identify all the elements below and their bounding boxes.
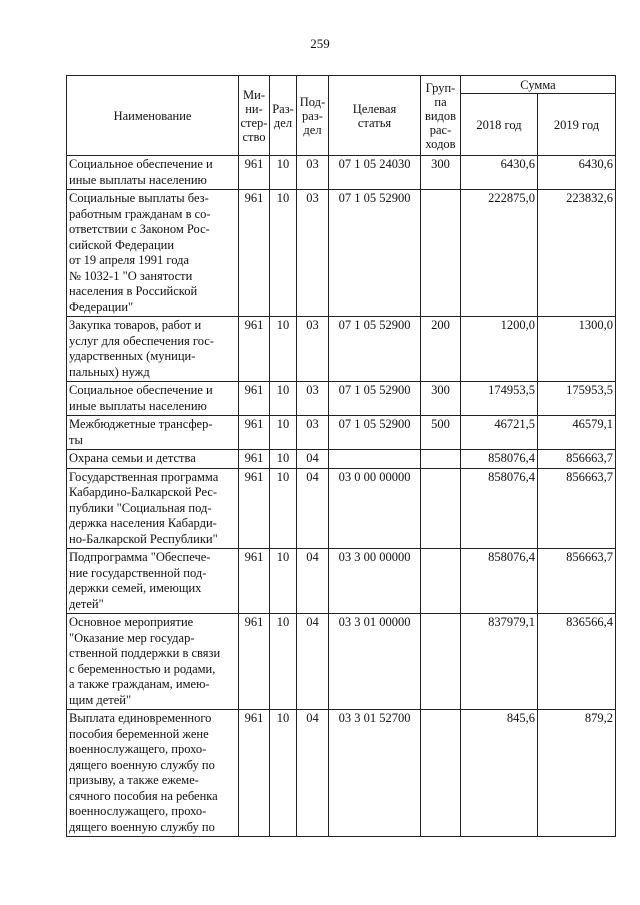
row-name: [67, 614, 239, 710]
row-sum-2018: 174953,5: [461, 382, 538, 416]
header-line: Под-: [299, 94, 326, 109]
budget-table: [66, 75, 616, 837]
header-line: видов: [424, 108, 457, 123]
row-name: [67, 416, 239, 450]
header-year-2018: 2018 год: [461, 94, 538, 156]
header-line: статья: [357, 115, 392, 130]
row-sum-2018: 858076,4: [461, 549, 538, 614]
row-name-line: ответствии с Законом Рос-: [69, 222, 210, 236]
row-sum-2018: 46721,5: [461, 416, 538, 450]
row-ministry: 961: [239, 190, 270, 317]
row-target-article: 07 1 05 52900: [329, 317, 421, 382]
row-expense-group: [421, 710, 461, 837]
row-name-line: № 1032-1 "О занятости: [69, 268, 193, 283]
row-subsection: 04: [297, 614, 329, 710]
row-name-line: ственной поддержки в связи: [69, 646, 221, 660]
row-target-article: 03 0 00 00000: [329, 468, 421, 549]
row-subsection: 03: [297, 317, 329, 382]
row-sum-2019: 6430,6: [538, 156, 616, 190]
row-expense-group: [421, 549, 461, 614]
row-name: [67, 450, 239, 469]
row-expense-group: [421, 614, 461, 710]
row-sum-2019: 856663,7: [538, 450, 616, 469]
row-name-line: "Оказание мер государ-: [69, 630, 195, 645]
row-name-line: Социальные выплаты без-: [69, 191, 209, 205]
row-name-line: работным гражданам в со-: [69, 206, 211, 221]
row-sum-2018: 6430,6: [461, 156, 538, 190]
row-sum-2019: 46579,1: [538, 416, 616, 450]
row-name-line: щим детей": [69, 692, 132, 707]
row-sum-2019: 175953,5: [538, 382, 616, 416]
row-section: 10: [270, 614, 297, 710]
row-name-line: населения в Российской: [69, 284, 198, 298]
table-row: [67, 614, 616, 710]
row-name-line: Социальное обеспечение и: [69, 383, 213, 397]
row-subsection: 03: [297, 190, 329, 317]
row-name-line: ние государственной под-: [69, 565, 207, 580]
table-row: [67, 190, 616, 317]
header-subsection: [297, 76, 329, 156]
row-expense-group: 300: [421, 382, 461, 416]
row-name-line: но-Балкарской Республики": [69, 531, 218, 546]
row-sum-2019: 856663,7: [538, 468, 616, 549]
row-subsection: 03: [297, 416, 329, 450]
row-name-line: Подпрограмма "Обеспече-: [69, 550, 211, 564]
row-name-line: пальных) нужд: [69, 364, 150, 379]
table-row: [67, 382, 616, 416]
row-name: [67, 190, 239, 317]
header-year-2019: 2019 год: [538, 94, 616, 156]
row-sum-2018: 222875,0: [461, 190, 538, 317]
header-line: ни-: [245, 101, 263, 116]
row-name-line: иные выплаты населению: [69, 172, 207, 187]
row-subsection: 03: [297, 382, 329, 416]
header-line: Груп-: [425, 80, 456, 95]
row-sum-2019: 879,2: [538, 710, 616, 837]
row-name-line: Основное мероприятие: [69, 615, 194, 629]
header-line: ходов: [425, 136, 456, 151]
row-name: [67, 468, 239, 549]
row-expense-group: 500: [421, 416, 461, 450]
row-ministry: 961: [239, 549, 270, 614]
row-section: 10: [270, 468, 297, 549]
row-name-line: Государственная программа: [69, 469, 219, 484]
row-name-line: Федерации": [69, 299, 134, 314]
row-sum-2019: 836566,4: [538, 614, 616, 710]
row-name-line: дящего военную службу по: [69, 819, 215, 834]
row-ministry: 961: [239, 416, 270, 450]
table-header: [67, 76, 616, 156]
row-name-line: сячного пособия на ребенка: [69, 788, 218, 803]
row-expense-group: [421, 190, 461, 317]
row-section: 10: [270, 416, 297, 450]
header-line: па: [434, 94, 447, 109]
row-name-line: детей": [69, 596, 104, 611]
row-target-article: 07 1 05 52900: [329, 416, 421, 450]
row-ministry: 961: [239, 156, 270, 190]
row-name-line: военнослужащего, прохо-: [69, 742, 207, 756]
row-section: 10: [270, 450, 297, 469]
row-target-article: 03 3 01 52700: [329, 710, 421, 837]
row-target-article: 07 1 05 24030: [329, 156, 421, 190]
header-line: Ми-: [243, 87, 265, 102]
row-section: 10: [270, 190, 297, 317]
row-expense-group: 300: [421, 156, 461, 190]
row-name: [67, 156, 239, 190]
row-name-line: Выплата единовременного: [69, 711, 212, 725]
header-line: раз-: [302, 108, 323, 123]
row-sum-2018: 837979,1: [461, 614, 538, 710]
header-target-article: [329, 76, 421, 156]
row-name-line: военнослужащего, прохо-: [69, 804, 207, 818]
row-name-line: Кабардино-Балкарской Рес-: [69, 485, 218, 499]
header-line: Целевая: [352, 101, 397, 116]
row-sum-2018: 858076,4: [461, 468, 538, 549]
row-name-line: дящего военную службу по: [69, 757, 215, 772]
header-section: [270, 76, 297, 156]
row-target-article: 03 3 01 00000: [329, 614, 421, 710]
header-sum: Сумма: [461, 76, 616, 94]
table-row: [67, 416, 616, 450]
row-target-article: 07 1 05 52900: [329, 190, 421, 317]
row-sum-2019: 223832,6: [538, 190, 616, 317]
table-body: [67, 156, 616, 837]
header-line: Раз-: [272, 101, 294, 116]
row-name-line: Социальное обеспечение и: [69, 157, 213, 171]
table-row: [67, 156, 616, 190]
header-name: Наименование: [67, 76, 239, 156]
row-subsection: 04: [297, 450, 329, 469]
row-name: [67, 549, 239, 614]
row-name-line: услуг для обеспечения гос-: [69, 333, 214, 348]
row-ministry: 961: [239, 614, 270, 710]
row-name-line: держка населения Кабарди-: [69, 516, 217, 530]
row-target-article: [329, 450, 421, 469]
row-name-line: иные выплаты населению: [69, 398, 207, 413]
row-name-line: Охрана семьи и детства: [69, 451, 196, 465]
row-name-line: сийской Федерации: [69, 237, 175, 252]
row-name: [67, 382, 239, 416]
header-line: дел: [303, 122, 322, 137]
row-name: [67, 317, 239, 382]
row-name-line: а также гражданам, имею-: [69, 677, 210, 691]
row-section: 10: [270, 382, 297, 416]
table-row: [67, 468, 616, 549]
table-row: [67, 450, 616, 469]
table-row: [67, 317, 616, 382]
row-name-line: держки семей, имеющих: [69, 581, 202, 595]
row-sum-2018: 1200,0: [461, 317, 538, 382]
row-name-line: ударственных (муници-: [69, 349, 196, 363]
table-row: [67, 549, 616, 614]
row-ministry: 961: [239, 450, 270, 469]
row-ministry: 961: [239, 382, 270, 416]
header-line: дел: [273, 115, 293, 130]
header-line: стер-: [240, 115, 268, 130]
row-section: 10: [270, 549, 297, 614]
table-row: [67, 710, 616, 837]
row-name-line: пособия беременной жене: [69, 726, 209, 741]
row-subsection: 04: [297, 549, 329, 614]
row-sum-2019: 856663,7: [538, 549, 616, 614]
header-expense-group: [421, 76, 461, 156]
row-sum-2019: 1300,0: [538, 317, 616, 382]
row-subsection: 04: [297, 468, 329, 549]
row-name: [67, 710, 239, 837]
row-section: 10: [270, 317, 297, 382]
row-expense-group: 200: [421, 317, 461, 382]
row-expense-group: [421, 468, 461, 549]
row-name-line: Межбюджетные трансфер-: [69, 417, 213, 431]
row-name-line: призыву, а также ежеме-: [69, 773, 199, 787]
row-target-article: 03 3 00 00000: [329, 549, 421, 614]
row-subsection: 03: [297, 156, 329, 190]
header-line: ство: [242, 129, 266, 144]
row-name-line: от 19 апреля 1991 года: [69, 253, 190, 267]
row-section: 10: [270, 710, 297, 837]
row-name-line: Закупка товаров, работ и: [69, 318, 202, 332]
row-ministry: 961: [239, 710, 270, 837]
row-ministry: 961: [239, 468, 270, 549]
header-ministry: [239, 76, 270, 156]
row-target-article: 07 1 05 52900: [329, 382, 421, 416]
row-sum-2018: 858076,4: [461, 450, 538, 469]
row-section: 10: [270, 156, 297, 190]
row-name-line: с беременностью и родами,: [69, 661, 216, 676]
page-number: 259: [310, 36, 330, 51]
header-line: рас-: [429, 122, 452, 137]
row-name-line: ты: [69, 432, 83, 447]
row-subsection: 04: [297, 710, 329, 837]
row-sum-2018: 845,6: [461, 710, 538, 837]
row-expense-group: [421, 450, 461, 469]
row-ministry: 961: [239, 317, 270, 382]
row-name-line: публики "Социальная под-: [69, 500, 212, 515]
